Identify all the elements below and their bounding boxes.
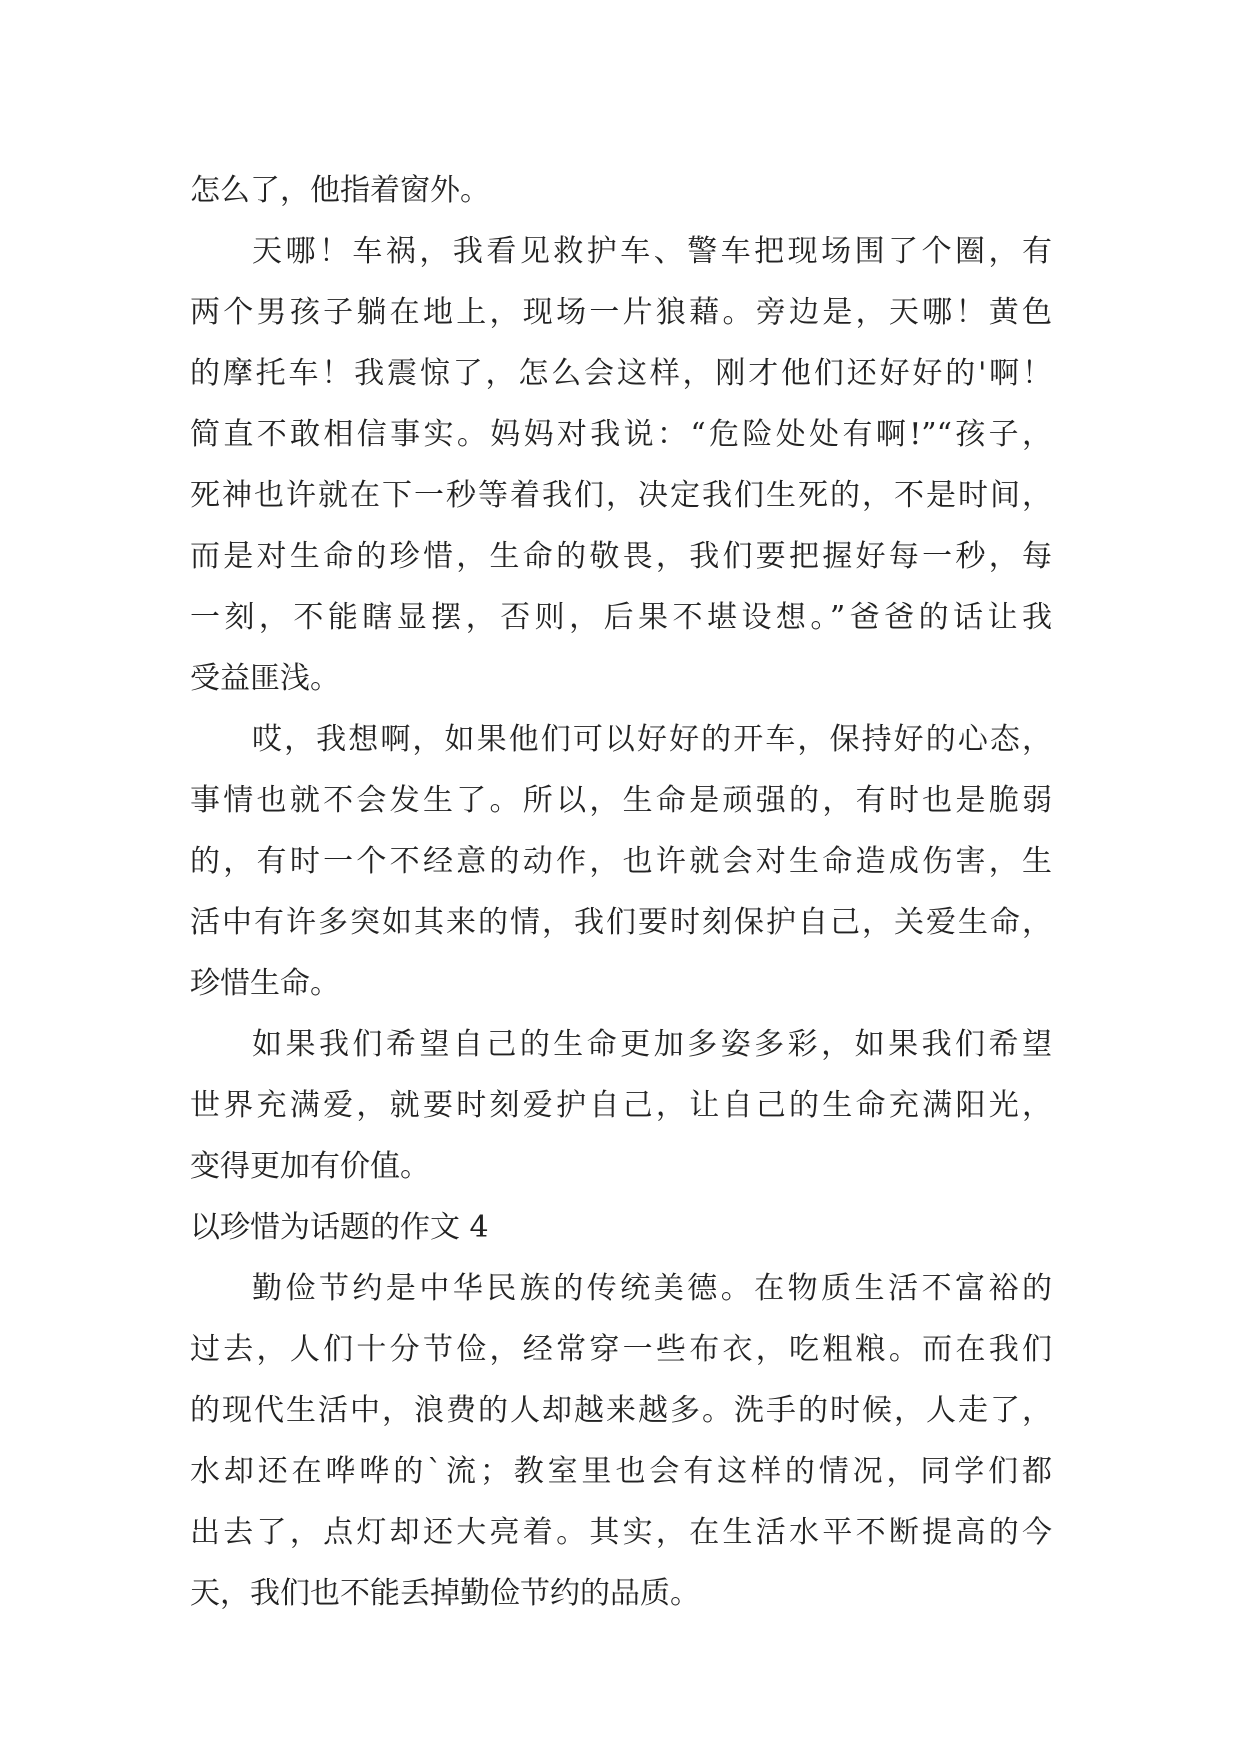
document-body: [190, 160, 1052, 1624]
text-line: 水却还在哗哗的`流；教室里也会有这样的情况，同学们都: [190, 1454, 1052, 1489]
text-line: 活中有许多突如其来的情，我们要时刻保护自己，关爱生命，: [190, 905, 1052, 940]
text-line: 简直不敢相信事实。妈妈对我说：“危险处处有啊!”“孩子，: [190, 417, 1052, 452]
text-line: 哎，我想啊，如果他们可以好好的开车，保持好的心态，: [252, 722, 1052, 757]
text-line: 的摩托车！我震惊了，怎么会这样，刚才他们还好好的'啊！: [190, 356, 1052, 391]
text-line: 受益匪浅。: [190, 661, 340, 696]
text-line: 的，有时一个不经意的动作，也许就会对生命造成伤害，生: [190, 844, 1052, 879]
text-line: 以珍惜为话题的作文 4: [190, 1210, 489, 1245]
text-line: 死神也许就在下一秒等着我们，决定我们生死的，不是时间，: [190, 478, 1052, 513]
text-line: 出去了，点灯却还大亮着。其实，在生活水平不断提高的今: [190, 1515, 1052, 1550]
text-line: 天哪！车祸，我看见救护车、警车把现场围了个圈，有: [252, 234, 1052, 269]
text-line: 珍惜生命。: [190, 966, 340, 1001]
text-line: 一刻，不能瞎显摆，否则，后果不堪设想。”爸爸的话让我: [190, 600, 1052, 635]
text-line: 勤俭节约是中华民族的传统美德。在物质生活不富裕的: [252, 1271, 1052, 1306]
text-line: 而是对生命的珍惜，生命的敬畏，我们要把握好每一秒，每: [190, 539, 1052, 574]
text-line: 事情也就不会发生了。所以，生命是顽强的，有时也是脆弱: [190, 783, 1052, 818]
text-line: 过去，人们十分节俭，经常穿一些布衣，吃粗粮。而在我们: [190, 1332, 1052, 1367]
text-line: 如果我们希望自己的生命更加多姿多彩，如果我们希望: [252, 1027, 1052, 1062]
text-line: 变得更加有价值。: [190, 1149, 430, 1184]
text-line: 两个男孩子躺在地上，现场一片狼藉。旁边是，天哪！黄色: [190, 295, 1052, 330]
text-line: 的现代生活中，浪费的人却越来越多。洗手的时候，人走了，: [190, 1393, 1052, 1428]
text-line: 世界充满爱，就要时刻爱护自己，让自己的生命充满阳光，: [190, 1088, 1052, 1123]
text-line: 天，我们也不能丢掉勤俭节约的品质。: [190, 1576, 700, 1611]
text-line: 怎么了，他指着窗外。: [190, 173, 490, 208]
